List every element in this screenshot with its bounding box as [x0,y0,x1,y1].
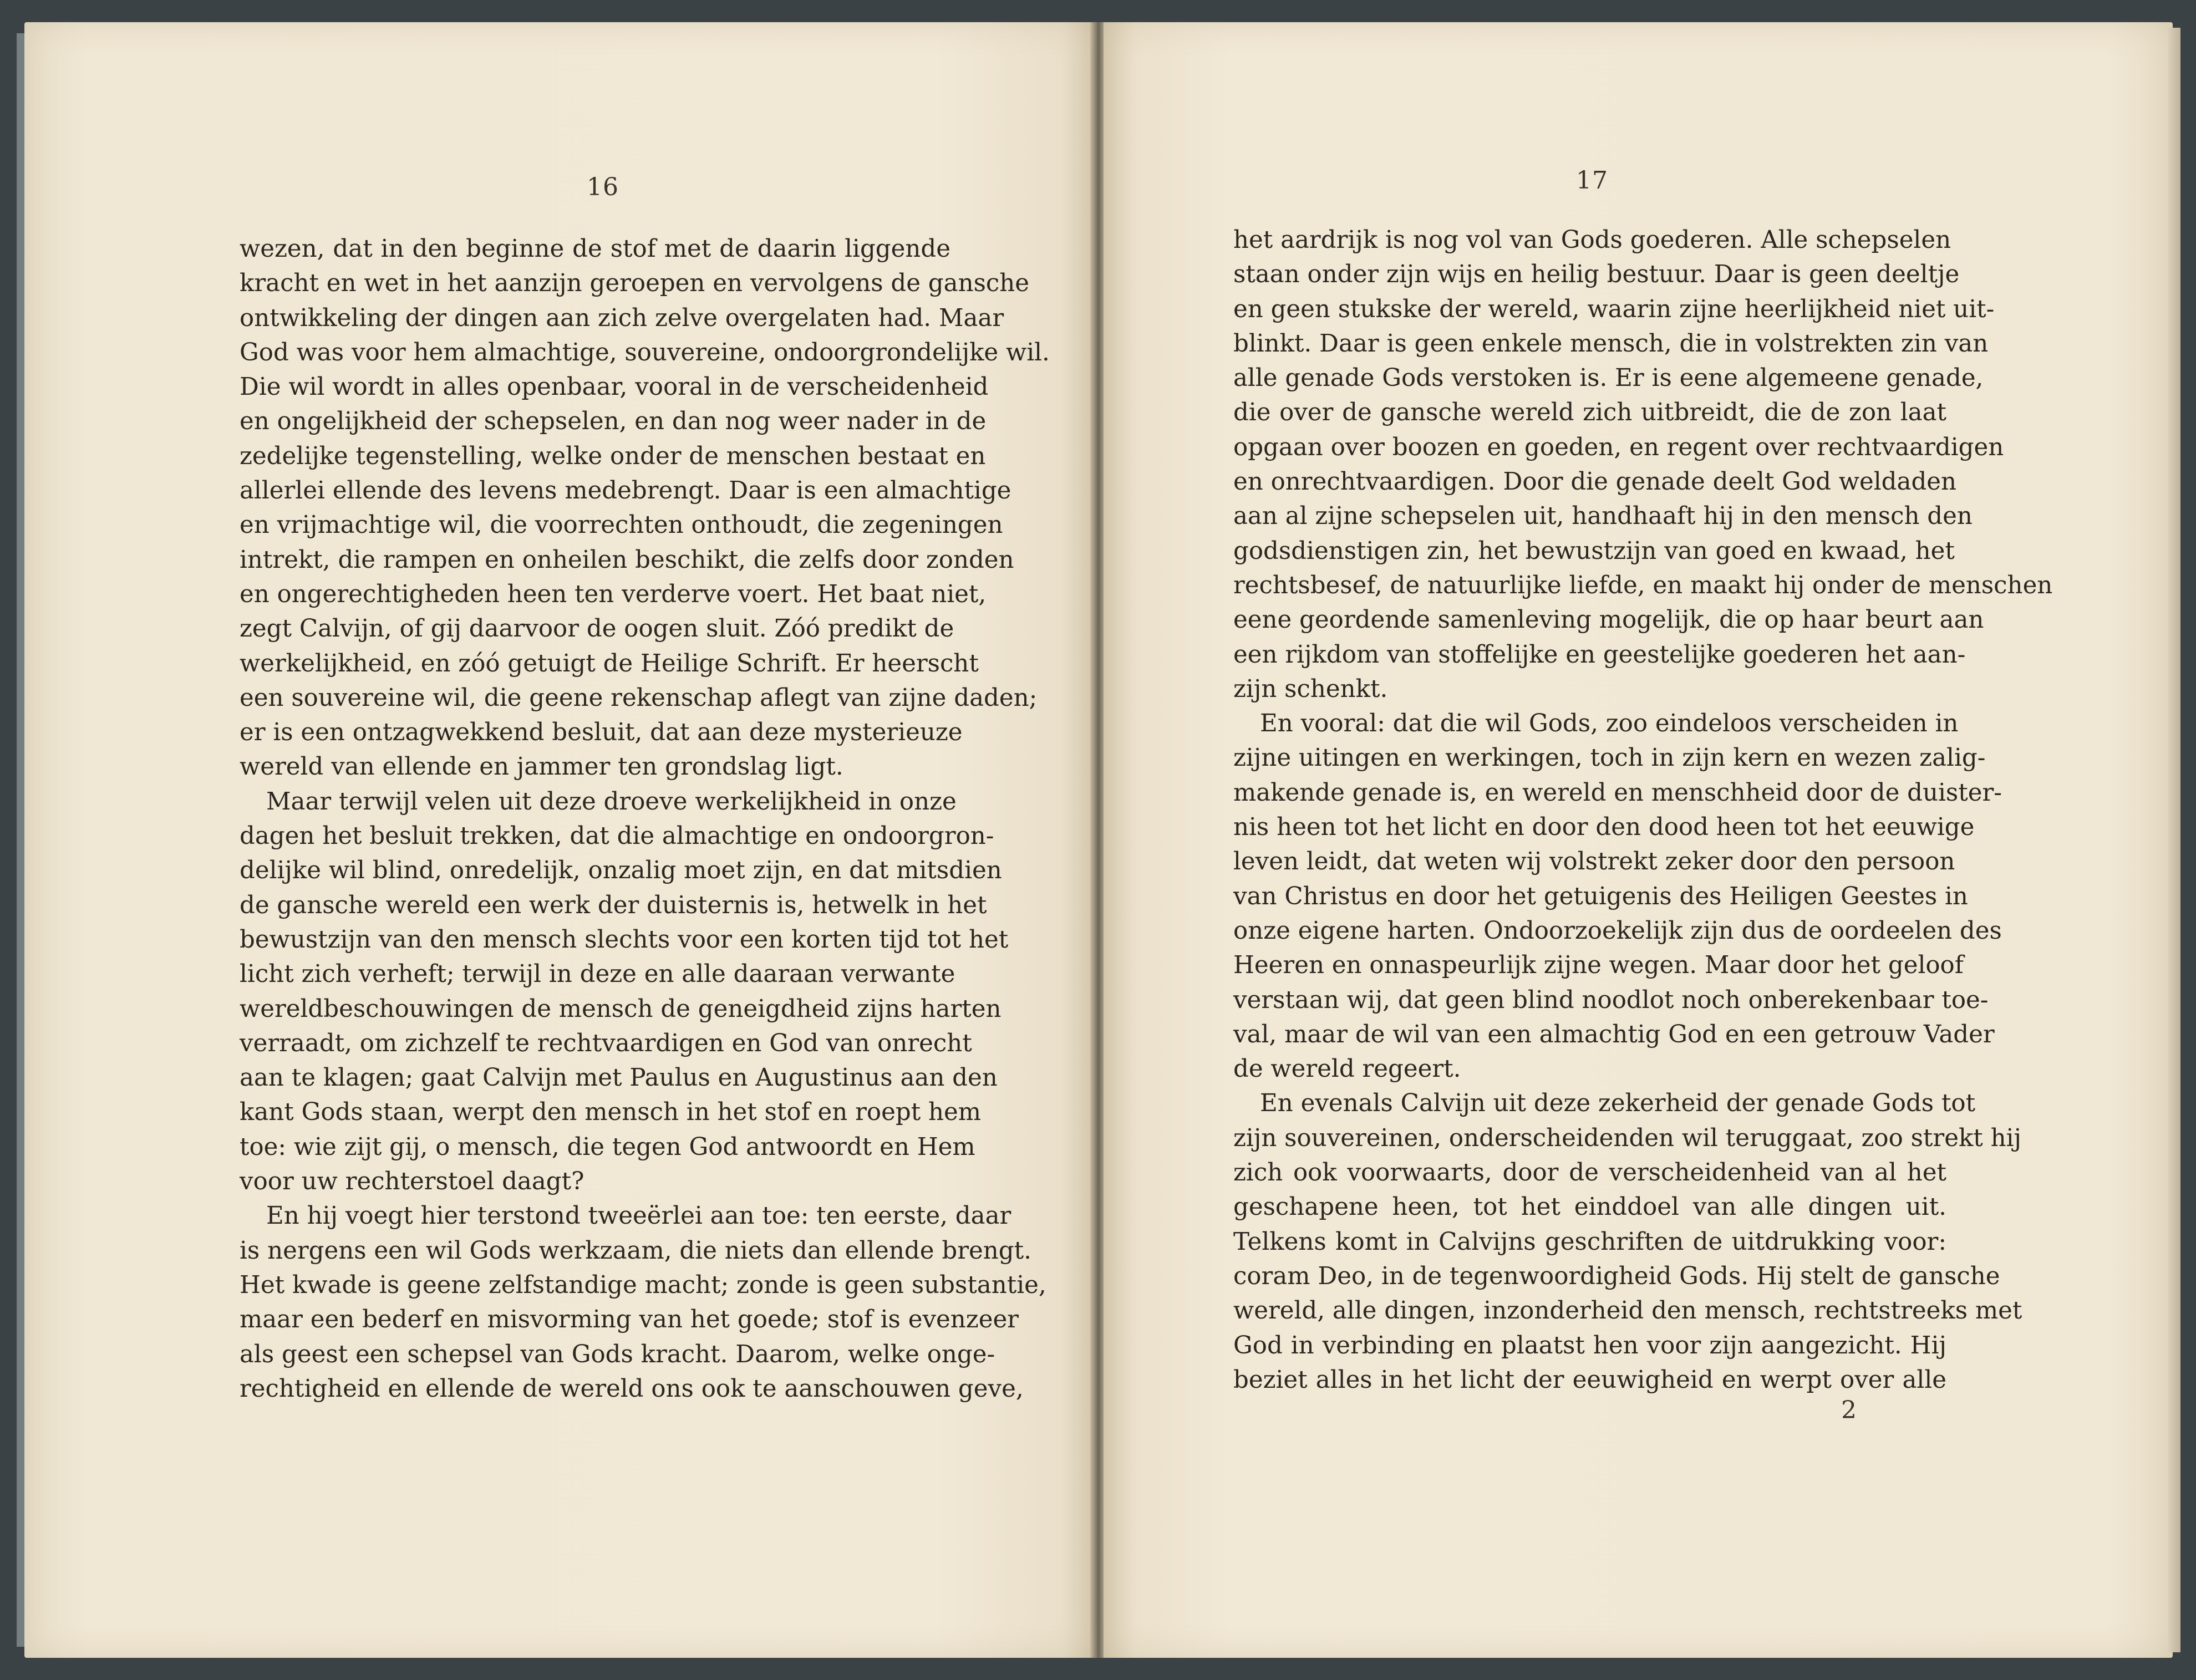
page-edges-right [2168,28,2180,1652]
text-line: En vooral: dat die wil Gods, zoo eindeloos verscheiden in [1260,710,1959,738]
left-page-text [240,232,1050,1406]
text-line: zedelijke tegenstelling, welke onder de menschen bestaat en [240,442,986,470]
text-line: God in verbinding en plaatst hen voor zijn aangezicht. Hij [1233,1331,1946,1360]
text-line: zegt Calvijn, of gij daarvoor de oogen sluit. Zóó predikt de [240,615,954,643]
text-line: een rijkdom van stoffelijke en geestelijke goederen het aan- [1233,640,1966,669]
text-line: staan onder zijn wijs en heilig bestuur. Daar is geen deeltje [1233,261,1960,289]
text-line: ontwikkeling der dingen aan zich zelve overgelaten had. Maar [240,304,1004,332]
text-line: verstaan wij, dat geen blind noodlot noch onberekenbaar toe- [1233,986,1989,1014]
text-line: delijke wil blind, onredelijk, onzalig moet zijn, en dat mitsdien [240,857,1002,885]
text-line: het aardrijk is nog vol van Gods goederen. Alle schepselen [1233,226,1951,254]
text-line: eene geordende samenleving mogelijk, die op haar beurt aan [1233,606,1984,634]
text-line: verraadt, om zichzelf te rechtvaardigen en God van onrecht [240,1029,972,1057]
text-line: aan te klagen; gaat Calvijn met Paulus en Augustinus aan den [240,1064,998,1092]
left-page-number: 16 [587,173,619,201]
text-line: Telkens komt in Calvijns geschriften de uitdrukking voor: [1233,1228,1946,1256]
text-line: aan al zijne schepselen uit, handhaaft hij in den mensch den [1233,502,1973,531]
text-line: er is een ontzagwekkend besluit, dat aan deze mysterieuze [240,719,963,747]
text-line: rechtigheid en ellende de wereld ons ook te aanschouwen geve, [240,1374,1024,1403]
text-line: God was voor hem almachtige, souvereine, ondoorgrondelijke wil. [240,338,1050,366]
text-line: dagen het besluit trekken, dat die almachtige en ondoorgron- [240,822,994,851]
text-line: coram Deo, in de tegenwoordigheid Gods. Hij stelt de gansche [1233,1262,2000,1290]
text-line: een souvereine wil, die geene rekenschap aflegt van zijne daden; [240,684,1038,712]
text-line: en ongelijkheid der schepselen, en dan nog weer nader in de [240,408,987,436]
text-line: En hij voegt hier terstond tweeërlei aan toe: ten eerste, daar [266,1202,1011,1230]
text-line: Maar terwijl velen uit deze droeve werkelijkheid in onze [266,787,957,816]
text-line: toe: wie zijt gij, o mensch, die tegen God antwoordt en Hem [240,1133,975,1161]
text-line: werkelijkheid, en zóó getuigt de Heilige Schrift. Er heerscht [240,649,979,678]
text-line: beziet alles in het licht der eeuwigheid en werpt over alle [1233,1366,1946,1394]
text-line: wereldbeschouwingen de mensch de geneigdheid zijns harten [240,995,1002,1023]
text-line: en ongerechtigheden heen ten verderve voert. Het baat niet, [240,580,987,608]
text-line: kracht en wet in het aanzijn geroepen en vervolgens de gansche [240,269,1030,298]
text-line: alle genade Gods verstoken is. Er is eene algemeene genade, [1233,364,1984,393]
text-line: de gansche wereld een werk der duisternis is, hetwelk in het [240,891,987,919]
text-line: en onrechtvaardigen. Door die genade deelt God weldaden [1233,468,1957,496]
text-line: maar een bederf en misvorming van het goede; stof is evenzeer [240,1306,1019,1334]
right-page-text [1233,223,2053,1397]
text-line: als geest een schepsel van Gods kracht. Daarom, welke onge- [240,1340,995,1368]
text-line: zijn souvereinen, onderscheidenden wil teruggaat, zoo strekt hij [1233,1124,2022,1152]
text-line: en geen stukske der wereld, waarin zijne heerlijkheid niet uit- [1233,295,1995,323]
text-line: voor uw rechterstoel daagt? [240,1168,584,1196]
text-line: is nergens een wil Gods werkzaam, die niets dan ellende brengt. [240,1236,1031,1265]
text-line: kant Gods staan, werpt den mensch in het stof en roept hem [240,1098,982,1127]
text-line: blinkt. Daar is geen enkele mensch, die in volstrekten zin van [1233,329,1989,358]
text-line: en vrijmachtige wil, die voorrechten onthoudt, die zegeningen [240,511,1003,539]
text-line: zich ook voorwaarts, door de verscheidenheid van al het [1233,1159,1946,1187]
text-line: die over de gansche wereld zich uitbreidt, die de zon laat [1233,399,1946,427]
text-line: leven leidt, dat weten wij volstrekt zeker door den persoon [1233,848,1955,876]
text-line: makende genade is, en wereld en menschheid door de duister- [1233,778,2002,807]
text-line: opgaan over boozen en goeden, en regent over rechtvaardigen [1233,433,2004,461]
text-line: godsdienstigen zin, het bewustzijn van goed en kwaad, het [1233,537,1955,565]
text-line: zijne uitingen en werkingen, toch in zijn kern en wezen zalig- [1233,744,1986,772]
text-line: allerlei ellende des levens medebrengt. Daar is een almachtige [240,477,1011,505]
text-line: nis heen tot het licht en door den dood heen tot het eeuwige [1233,813,1975,842]
text-line: Heeren en onnaspeurlijk zijne wegen. Maar door het geloof [1233,951,1964,980]
text-line: Het kwade is geene zelfstandige macht; zonde is geen substantie, [240,1271,1046,1299]
text-line: licht zich verheft; terwijl in deze en alle daaraan verwante [240,960,955,989]
text-line: de wereld regeert. [1233,1055,1461,1083]
text-line: Die wil wordt in alles openbaar, vooral in de verscheidenheid [240,373,989,401]
text-line: wereld van ellende en jammer ten grondslag ligt. [240,753,843,781]
text-line: rechtsbesef, de natuurlijke liefde, en maakt hij onder de menschen [1233,571,2053,599]
text-line: van Christus en door het getuigenis des Heiligen Geestes in [1233,882,1968,910]
text-line: onze eigene harten. Ondoorzoekelijk zijn dus de oordeelen des [1233,917,2002,945]
signature-mark: 2 [1841,1396,1857,1424]
text-line: intrekt, die rampen en onheilen beschikt, die zelfs door zonden [240,546,1014,574]
text-line: geschapene heen, tot het einddoel van alle dingen uit. [1233,1193,1946,1221]
text-line: bewustzijn van den mensch slechts voor een korten tijd tot het [240,925,1009,954]
text-line: wezen, dat in den beginne de stof met de daarin liggende [240,235,950,263]
text-line: zijn schenkt. [1233,675,1388,703]
text-line: wereld, alle dingen, inzonderheid den mensch, rechtstreeks met [1233,1297,2022,1325]
right-page-number: 17 [1576,166,1608,195]
text-line: En evenals Calvijn uit deze zekerheid der genade Gods tot [1260,1090,1976,1118]
text-line: val, maar de wil van een almachtig God en een getrouw Vader [1233,1020,1995,1048]
